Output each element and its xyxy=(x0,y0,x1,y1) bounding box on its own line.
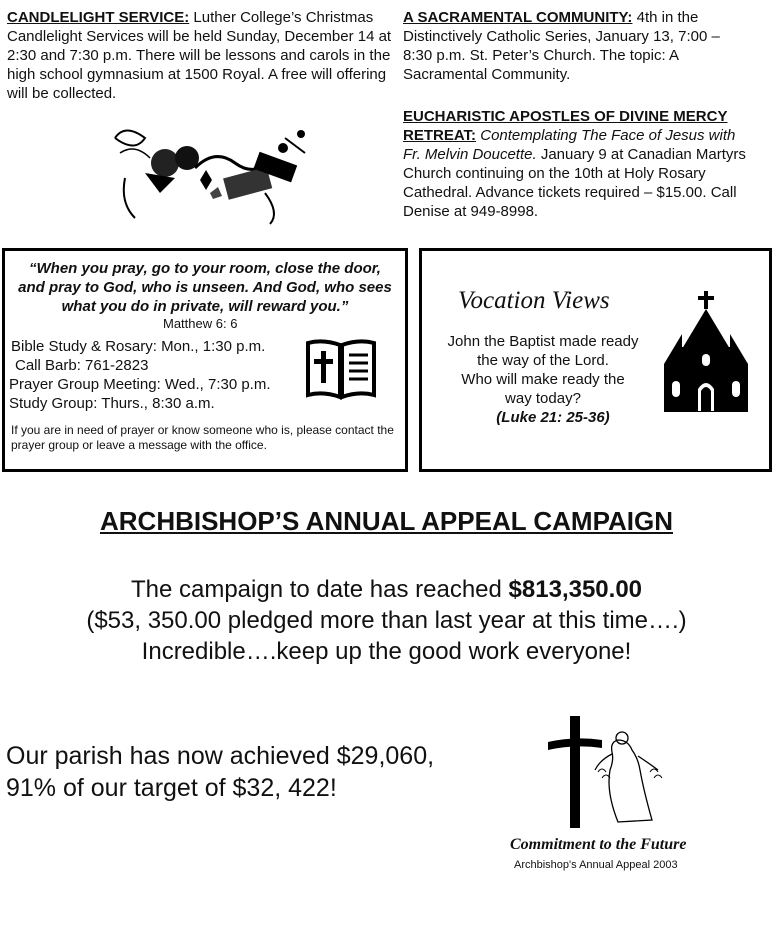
candlelight-notice xyxy=(7,8,392,103)
candlelight-body: Luther College’s Christmas Candlelight Services will be held Sunday, December 14 at 2:30 and 7:30 p.m. There will be lessons and carols in the high school gymnasium at 1500 Royal. A free will offering will be collected. xyxy=(7,9,392,102)
church-icon xyxy=(662,289,752,414)
vocation-line-4: way today? xyxy=(505,390,581,407)
logo-subcaption: Archbishop's Annual Appeal 2003 xyxy=(514,859,678,871)
prayer-box xyxy=(2,248,408,472)
music-holly-clipart-icon xyxy=(105,118,320,226)
prayer-note: If you are in need of prayer or know someone who is, please contact the prayer group or leave a message with the office. xyxy=(11,423,394,452)
eucharistic-heading: EUCHARISTIC APOSTLES OF DIVINE MERCY RETREAT: xyxy=(403,108,728,144)
vocation-title: Vocation Views xyxy=(458,287,610,314)
vocation-box xyxy=(419,248,772,472)
prayer-line-3: Prayer Group Meeting: Wed., 7:30 p.m. xyxy=(9,376,271,393)
prayer-line-4: Study Group: Thurs., 8:30 a.m. xyxy=(9,395,215,412)
appeal-line-1-text: The campaign to date has reached xyxy=(130,576,509,603)
prayer-line-2: Call Barb: 761-2823 xyxy=(15,357,149,374)
sacramental-heading: A SACRAMENTAL COMMUNITY: xyxy=(403,9,633,26)
appeal-line-1 xyxy=(0,574,773,605)
vocation-citation: (Luke 21: 25-36) xyxy=(496,409,610,426)
prayer-citation: Matthew 6: 6 xyxy=(163,316,238,331)
eucharistic-body: January 9 at Canadian Martyrs Church continuing on the 10th at Holy Rosary Cathedral. Advance tickets required – $15.00. Call Denise at 949-8998. xyxy=(403,146,746,220)
parish-line-2: 91% of our target of $32, 422! xyxy=(6,774,337,802)
eucharistic-italic: Contemplating The Face of Jesus with Fr. Melvin Doucette. xyxy=(403,127,736,163)
eucharistic-notice xyxy=(403,107,755,221)
bible-icon xyxy=(305,337,377,401)
appeal-amount: $813,350.00 xyxy=(508,576,643,603)
appeal-line-3: Incredible….keep up the good work everyone! xyxy=(141,638,632,665)
prayer-line-1: Bible Study & Rosary: Mon., 1:30 p.m. xyxy=(11,338,266,355)
vocation-line-2: the way of the Lord. xyxy=(477,352,609,369)
vocation-line-3: Who will make ready the xyxy=(461,371,625,388)
candlelight-heading: CANDLELIGHT SERVICE: xyxy=(7,9,190,26)
appeal-line-2: ($53, 350.00 pledged more than last year at this time….) xyxy=(86,607,687,634)
prayer-quote: “When you pray, go to your room, close the door, and pray to God, who is unseen. And God, who sees what you do in private, will reward you.” xyxy=(18,260,392,315)
parish-line-1: Our parish has now achieved $29,060, xyxy=(6,742,435,770)
cross-figure-logo-icon xyxy=(540,712,690,832)
appeal-title: ARCHBISHOP’S ANNUAL APPEAL CAMPAIGN xyxy=(99,506,673,536)
logo-caption: Commitment to the Future xyxy=(510,836,687,853)
sacramental-notice xyxy=(403,8,753,84)
sacramental-body: 4th in the Distinctively Catholic Series, January 13, 7:00 – 8:30 p.m. St. Peter’s Church. The topic: A Sacramental Community. xyxy=(403,9,720,83)
vocation-line-1: John the Baptist made ready xyxy=(447,333,639,350)
